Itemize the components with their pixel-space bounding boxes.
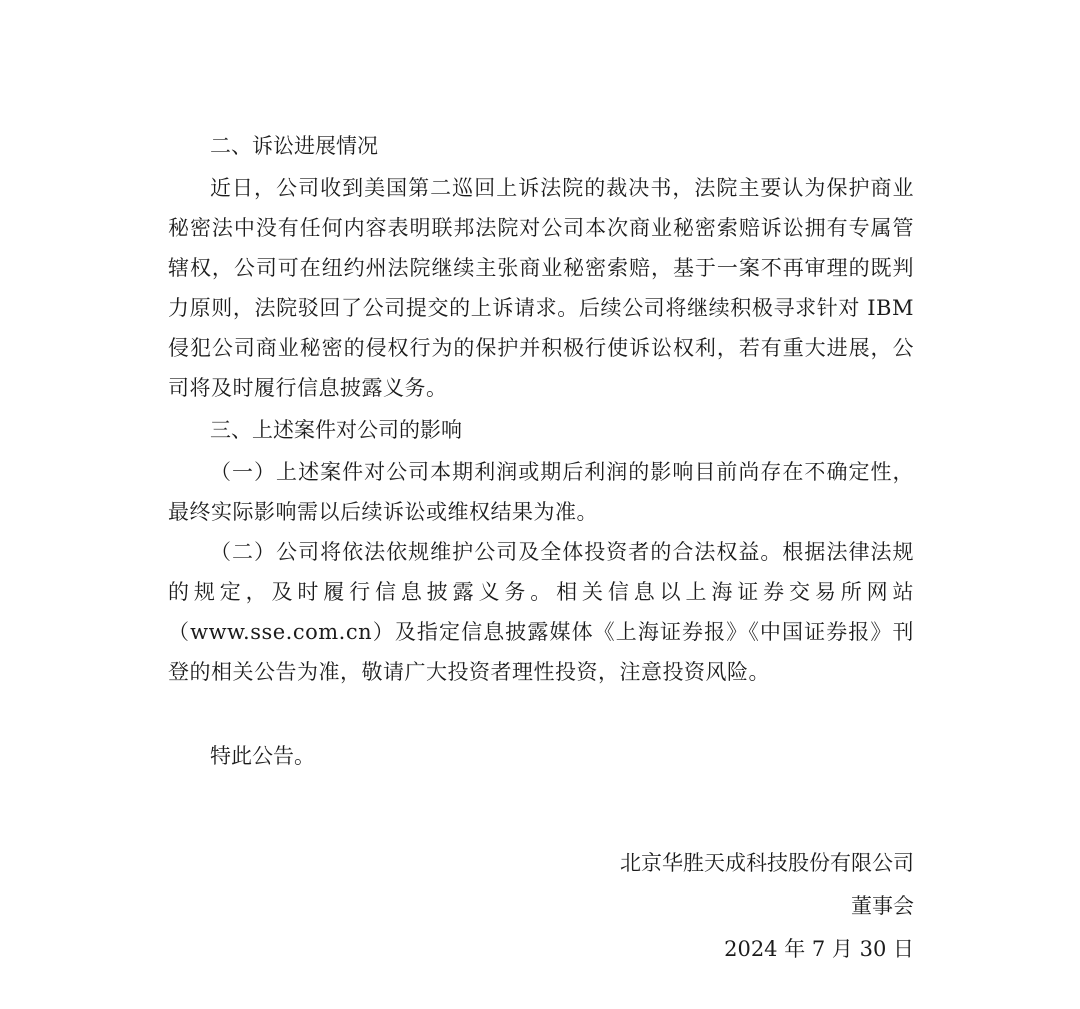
announcement-date: 2024 年 7 月 30 日 bbox=[724, 937, 914, 961]
signature-block bbox=[620, 842, 914, 971]
company-name: 北京华胜天成科技股份有限公司 bbox=[620, 851, 914, 875]
document-body bbox=[168, 124, 914, 776]
section-3-item-1: （一）上述案件对公司本期利润或期后利润的影响目前尚存在不确定性，最终实际影响需以后续诉讼或维权结果为准。 bbox=[168, 460, 914, 524]
section-3-heading: 三、上述案件对公司的影响 bbox=[210, 418, 462, 442]
section-2-heading: 二、诉讼进展情况 bbox=[210, 134, 378, 158]
section-3-item-2: （二）公司将依法依规维护公司及全体投资者的合法权益。根据法律法规的规定，及时履行信息披露义务。相关信息以上海证券交易所网站（www.sse.com.cn）及指定信息披露媒体《上海证券报》《中国证券报》刊登的相关公告为准，敬请广大投资者理性投资，注意投资风险。 bbox=[168, 540, 914, 684]
section-2-paragraph: 近日，公司收到美国第二巡回上诉法院的裁决书，法院主要认为保护商业秘密法中没有任何内容表明联邦法院对公司本次商业秘密索赔诉讼拥有专属管辖权，公司可在纽约州法院继续主张商业秘密索赔，基于一案不再审理的既判力原则，法院驳回了公司提交的上诉请求。后续公司将继续积极寻求针对 IBM 侵犯公司商业秘密的侵权行为的保护并积极行使诉讼权利，若有重大进展，公司将及时履行信息披露义务。 bbox=[168, 176, 914, 400]
board-name: 董事会 bbox=[851, 894, 914, 918]
closing-statement: 特此公告。 bbox=[210, 744, 315, 768]
